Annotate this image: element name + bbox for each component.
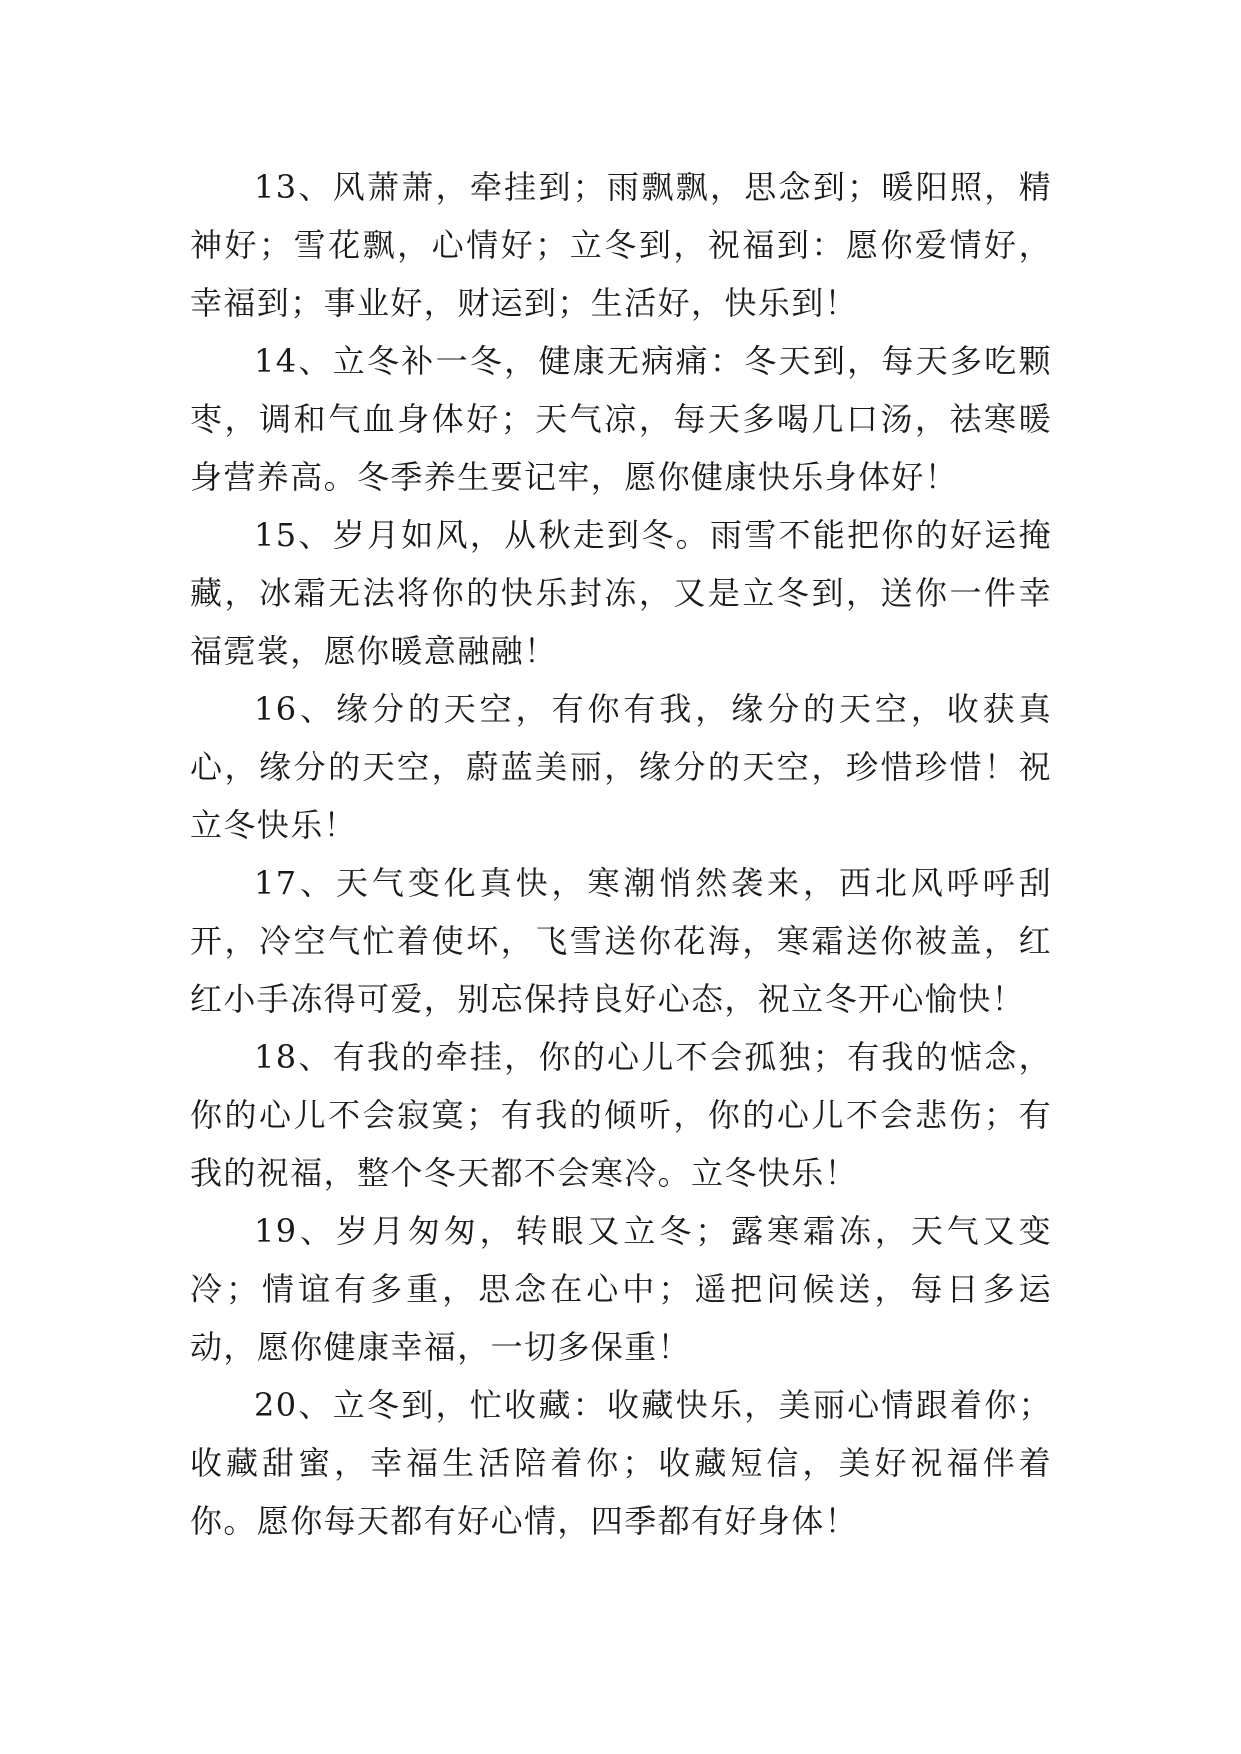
paragraph-17: 17、天气变化真快，寒潮悄然袭来，西北风呼呼刮开，冷空气忙着使坏，飞雪送你花海，寒霜送你被盖，红红小手冻得可爱，别忘保持良好心态，祝立冬开心愉快！ [190, 864, 1052, 1018]
paragraph-20: 20、立冬到，忙收藏：收藏快乐，美丽心情跟着你；收藏甜蜜，幸福生活陪着你；收藏短信，美好祝福伴着你。愿你每天都有好心情，四季都有好身体！ [190, 1386, 1052, 1540]
paragraph-16: 16、缘分的天空，有你有我，缘分的天空，收获真心，缘分的天空，蔚蓝美丽，缘分的天空，珍惜珍惜！祝立冬快乐！ [190, 690, 1052, 844]
paragraph-14: 14、立冬补一冬，健康无病痛：冬天到，每天多吃颗枣，调和气血身体好；天气凉，每天多喝几口汤，祛寒暖身营养高。冬季养生要记牢，愿你健康快乐身体好！ [190, 342, 1052, 496]
paragraph-15: 15、岁月如风，从秋走到冬。雨雪不能把你的好运掩藏，冰霜无法将你的快乐封冻，又是立冬到，送你一件幸福霓裳，愿你暖意融融！ [190, 516, 1052, 670]
document-body [190, 158, 1052, 1550]
paragraph-19: 19、岁月匆匆，转眼又立冬；露寒霜冻，天气又变冷；情谊有多重，思念在心中；遥把问候送，每日多运动，愿你健康幸福，一切多保重！ [190, 1212, 1052, 1366]
paragraph-13: 13、风萧萧，牵挂到；雨飘飘，思念到；暖阳照，精神好；雪花飘，心情好；立冬到，祝福到：愿你爱情好，幸福到；事业好，财运到；生活好，快乐到！ [190, 168, 1052, 322]
paragraph-18: 18、有我的牵挂，你的心儿不会孤独；有我的惦念，你的心儿不会寂寞；有我的倾听，你的心儿不会悲伤；有我的祝福，整个冬天都不会寒冷。立冬快乐！ [190, 1038, 1052, 1192]
